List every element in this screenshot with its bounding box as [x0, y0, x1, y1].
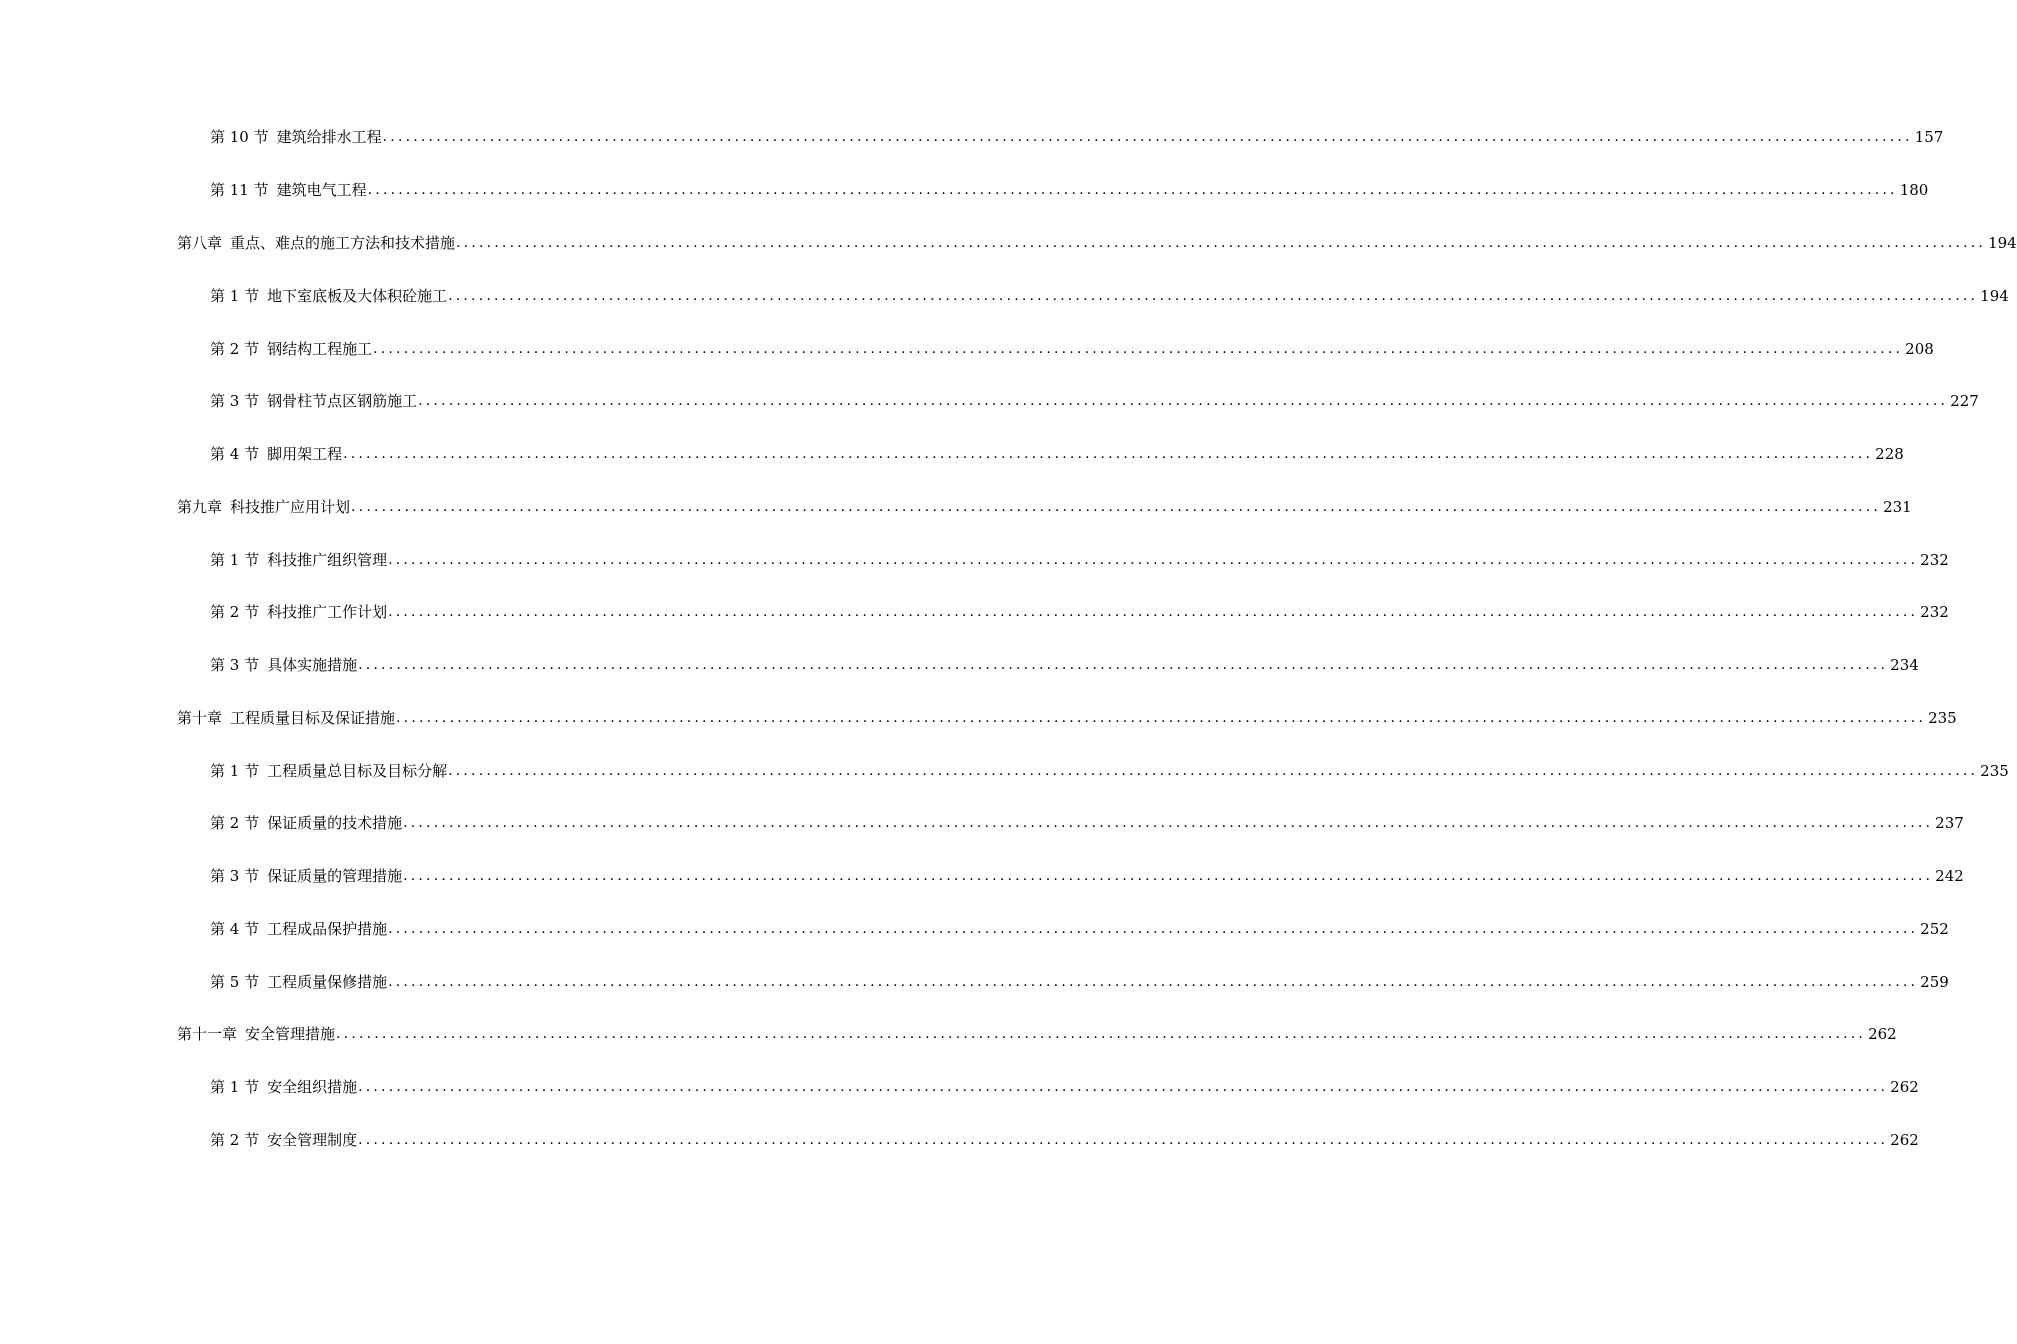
toc-leader-dots: ........................................................................................................................................................................................................ [336, 1026, 1867, 1042]
toc-leader-dots: ........................................................................................................................................................................................................ [358, 657, 1889, 673]
toc-entry-number: 第 2 节 [210, 814, 260, 832]
toc-entry-number: 第 1 节 [210, 1078, 260, 1096]
toc-entry[interactable] [210, 1128, 1919, 1152]
toc-entry-label [210, 600, 387, 624]
toc-leader-dots: ........................................................................................................................................................................................................ [448, 763, 1979, 779]
toc-entry-page: 252 [1920, 920, 1949, 938]
toc-entry-number: 第 1 节 [210, 551, 260, 569]
toc-entry[interactable] [210, 548, 1949, 572]
toc-entry-page: 235 [1980, 762, 2009, 780]
toc-entry-label [177, 706, 395, 730]
toc-entry-page: 194 [1988, 234, 2017, 252]
toc-entry-title: 工程成品保护措施 [267, 920, 388, 938]
toc-leader-dots: ........................................................................................................................................................................................................ [373, 341, 1904, 357]
toc-entry-page: 262 [1890, 1131, 1919, 1149]
toc-leader-dots: ........................................................................................................................................................................................................ [388, 552, 1919, 568]
toc-entry-page: 232 [1920, 603, 1949, 621]
toc-entry-label [210, 284, 447, 308]
toc-entry-page: 232 [1920, 551, 1949, 569]
toc-entry-page: 227 [1950, 392, 1979, 410]
toc-entry-page: 180 [1899, 181, 1929, 199]
toc-entry-number: 第十一章 [177, 1025, 238, 1043]
toc-entry-page: 262 [1890, 1078, 1919, 1096]
toc-entry[interactable] [210, 600, 1949, 624]
toc-entry[interactable] [210, 759, 2009, 783]
toc-entry-title: 安全组织措施 [267, 1078, 358, 1096]
toc-entry[interactable] [210, 864, 1964, 888]
toc-leader-dots: ........................................................................................................................................................................................................ [388, 921, 1919, 937]
toc-entry-label [177, 495, 350, 519]
toc-leader-dots: ........................................................................................................................................................................................................ [456, 235, 1987, 251]
toc-entry-title: 建筑给排水工程 [276, 128, 382, 146]
toc-entry[interactable] [210, 1075, 1919, 1099]
toc-entry-label [210, 811, 402, 835]
toc-entry-title: 安全管理制度 [267, 1131, 358, 1149]
toc-entry-title: 科技推广工作计划 [267, 603, 388, 621]
toc-entry-title: 建筑电气工程 [276, 181, 367, 199]
toc-entry[interactable] [210, 337, 1934, 361]
toc-leader-dots: ........................................................................................................................................................................................................ [403, 868, 1934, 884]
toc-entry-page: 242 [1935, 867, 1964, 885]
toc-leader-dots: ........................................................................................................................................................................................................ [358, 1132, 1889, 1148]
toc-entry-title: 科技推广应用计划 [230, 498, 351, 516]
toc-entry-label [210, 548, 387, 572]
toc-entry-number: 第 5 节 [210, 973, 260, 991]
toc-entry-page: 237 [1935, 814, 1964, 832]
toc-entry-number: 第 10 节 [210, 128, 269, 146]
toc-entry-label [177, 1022, 335, 1046]
toc-entry[interactable] [210, 442, 1904, 466]
toc-entry-title: 工程质量目标及保证措施 [230, 709, 396, 727]
toc-entry-label [210, 1128, 357, 1152]
toc-entry-label [210, 864, 402, 888]
toc-entry-title: 科技推广组织管理 [267, 551, 388, 569]
toc-entry-label [210, 442, 342, 466]
toc-leader-dots: ........................................................................................................................................................................................................ [351, 499, 1882, 515]
toc-entry-number: 第 4 节 [210, 445, 260, 463]
toc-entry-page: 262 [1868, 1025, 1897, 1043]
toc-entry-number: 第 2 节 [210, 340, 260, 358]
toc-entry-title: 工程质量保修措施 [267, 973, 388, 991]
toc-entry[interactable] [177, 495, 1912, 519]
toc-entry-number: 第十章 [177, 709, 223, 727]
toc-entry[interactable] [177, 706, 1957, 730]
toc-entry-page: 234 [1890, 656, 1919, 674]
toc-entry-number: 第 1 节 [210, 287, 260, 305]
toc-entry-number: 第 3 节 [210, 392, 260, 410]
toc-entry-label [210, 653, 357, 677]
toc-entry-title: 工程质量总目标及目标分解 [267, 762, 448, 780]
toc-entry-number: 第 3 节 [210, 656, 260, 674]
toc-entry-title: 地下室底板及大体积砼施工 [267, 287, 448, 305]
toc-entry-number: 第八章 [177, 234, 223, 252]
toc-entry[interactable] [210, 970, 1949, 994]
toc-entry[interactable] [177, 231, 2017, 255]
toc-entry-label [210, 759, 447, 783]
toc-entry-title: 重点、难点的施工方法和技术措施 [230, 234, 456, 252]
toc-entry-number: 第 11 节 [210, 181, 269, 199]
toc-entry-number: 第 1 节 [210, 762, 260, 780]
toc-leader-dots: ........................................................................................................................................................................................................ [367, 182, 1898, 198]
toc-entry-number: 第 2 节 [210, 1131, 260, 1149]
toc-leader-dots: ........................................................................................................................................................................................................ [358, 1079, 1889, 1095]
toc-entry-label [210, 970, 387, 994]
toc-leader-dots: ........................................................................................................................................................................................................ [418, 393, 1949, 409]
toc-entry[interactable] [177, 1022, 1897, 1046]
toc-leader-dots: ........................................................................................................................................................................................................ [388, 604, 1919, 620]
toc-leader-dots: ........................................................................................................................................................................................................ [382, 129, 1913, 145]
toc-entry-number: 第 2 节 [210, 603, 260, 621]
toc-entry-title: 保证质量的技术措施 [267, 814, 403, 832]
toc-entry-label [210, 917, 387, 941]
toc-entry-page: 259 [1920, 973, 1949, 991]
toc-entry-number: 第 4 节 [210, 920, 260, 938]
toc-entry-label [210, 389, 417, 413]
toc-entry[interactable] [210, 284, 2009, 308]
toc-entry-label [210, 125, 382, 149]
toc-leader-dots: ........................................................................................................................................................................................................ [448, 288, 1979, 304]
toc-entry-page: 231 [1883, 498, 1912, 516]
toc-entry-label [210, 178, 367, 202]
toc-entry-title: 安全管理措施 [245, 1025, 336, 1043]
toc-entry[interactable] [210, 389, 1979, 413]
toc-entry-number: 第九章 [177, 498, 223, 516]
toc-entry-number: 第 3 节 [210, 867, 260, 885]
toc-entry-label [177, 231, 455, 255]
toc-entry-label [210, 1075, 357, 1099]
toc-entry[interactable] [210, 125, 1944, 149]
toc-leader-dots: ........................................................................................................................................................................................................ [343, 446, 1874, 462]
toc-entry-title: 保证质量的管理措施 [267, 867, 403, 885]
toc-entry-title: 脚用架工程 [267, 445, 343, 463]
toc-entry-title: 具体实施措施 [267, 656, 358, 674]
toc-entry-page: 228 [1875, 445, 1904, 463]
toc-entry-page: 194 [1980, 287, 2009, 305]
toc-entry-title: 钢结构工程施工 [267, 340, 373, 358]
toc-entry-page: 235 [1928, 709, 1957, 727]
toc-entry-page: 157 [1914, 128, 1944, 146]
toc-entry[interactable] [210, 653, 1919, 677]
toc-leader-dots: ........................................................................................................................................................................................................ [403, 815, 1934, 831]
toc-entry[interactable] [210, 178, 1929, 202]
toc-entry-title: 钢骨柱节点区钢筋施工 [267, 392, 418, 410]
toc-entry[interactable] [210, 917, 1949, 941]
toc-entry-page: 208 [1905, 340, 1934, 358]
toc-leader-dots: ........................................................................................................................................................................................................ [396, 710, 1927, 726]
toc-leader-dots: ........................................................................................................................................................................................................ [388, 974, 1919, 990]
toc-entry-label [210, 337, 372, 361]
toc-entry[interactable] [210, 811, 1964, 835]
